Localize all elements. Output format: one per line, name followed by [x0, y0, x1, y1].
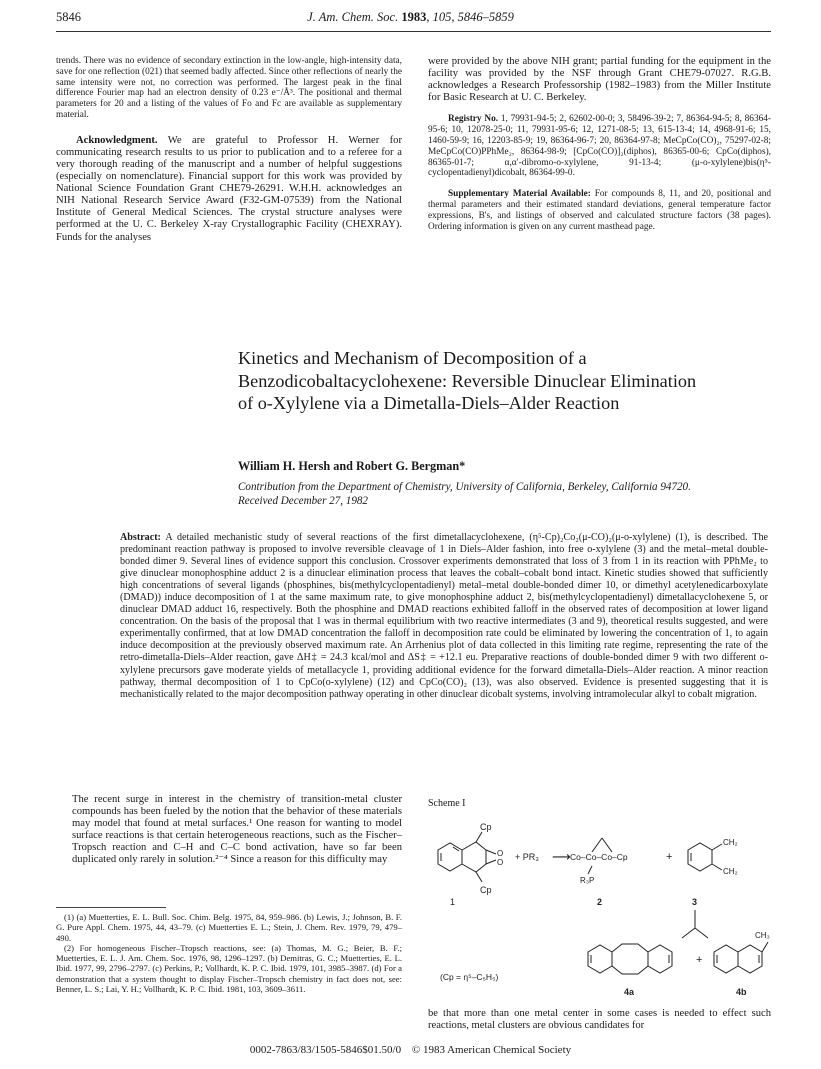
- compound-label-1: 1: [450, 897, 456, 907]
- abstract: [120, 532, 768, 701]
- journal-citation: [0, 10, 821, 25]
- abstract-body: A detailed mechanistic study of several reactions of the first dimetallacyclohexene, (η⁵-Cp)₂Co₂(μ-CO)₂(μ-o-xylylene) (1), is described. The predominant reaction pathway is proposed to involve reversible cleavage of 1 in Diels–Alder fashion, into free o-xylylene (3) and the metal–metal double-bonded dimer 9. Several lines of evidence support this conclusion. Crossover experiments demonstrated that loss of 3 from 1 in its reaction with PPhMe₂ to give dinuclear monophosphine adduct 2 is a dinuclear elimination process that leaves the cobalt–cobalt bond intact. Kinetic studies showed that sufficiently high concentrations of several ligands (phosphines, bis(methylcyclopentadienyl) metal–metal double-bonded dimer 10, or dimethyl acetylenedicarboxylate (DMAD)) induce decomposition of 1 at the same maximum rate, to give monophosphine adduct 2, bis(methylcyclopentadienyl) dimetallacyclohexene 5, or dinuclear DMAD adduct 16, respectively. Both the phosphine and DMAD reactions exhibited falloff in the observed rates of decomposition at lower ligand concentration. On the basis of the proposal that 1 was in thermal equilibrium with two reactive intermediates (3 and 9), theoretical results suggested, and were experimentally confirmed, that at low DMAD concentration the falloff in decomposition rate could be eliminated by lowering the concentration of 1, to again induce decomposition at the previously observed maximum rate. An Arrhenius plot of data collected in this limiting rate regime, representing the rate of the retro-dimetalla-Diels–Alder reaction, gave ΔH‡ = 24.3 kcal/mol and ΔS‡ = +12.1 eu. Preparative reactions of double-bonded dimer 9 with two different o-xylylene precursors gave moderate yields of metallacycle 1, providing additional evidence for the forward dimetalla-Diels–Alder reaction. A minor reaction pathway, thermal decomposition of 1 to CpCo(o-xylylene) (12) and CpCo(CO)₂ (13), was also observed. Evidence is presented suggesting that it is mechanistically related to the major decomposition pathway operating in other dinuclear dicobalt systems, involving intramolecular alkyl to cobalt migration.: [120, 532, 768, 700]
- copyright-notice: © 1983 American Chemical Society: [411, 1044, 572, 1056]
- journal-volume-pages: , 105, 5846–5859: [426, 10, 514, 24]
- scheme-title: Scheme I: [428, 798, 466, 809]
- article-affiliation: Contribution from the Department of Chemistry, University of California, Berkeley, California 94720. Received December 27, 1982: [238, 481, 691, 507]
- right-top-column: [428, 56, 771, 232]
- abstract-heading: Abstract:: [120, 532, 161, 543]
- compound-4b-ch3: CH₃: [755, 931, 770, 940]
- registry-body: 1, 79931-94-5; 2, 62602-00-0; 3, 58496-39-2; 7, 86364-94-5; 8, 86364-95-6; 10, 12078-25-0; 11, 79931-95-6; 12, 1271-08-5; 13, 615-13-4; 14, 4968-91-6; 15, 1460-59-9; 16, 12203-85-9; 19, 86364-96-7; 20, 86364-97-8; MeCpCo(CO)₂, 75297-02-8; MeCpCo(CO)PPhMe₂, 86364-98-9; [CpCo(CO)]₂(diphos), 86365-00-6; CpCo(diphos), 86365-01-7; α,α′-dibromo-o-xylylene, 91-13-4; (μ-o-xylylene)bis(η⁵-cyclopentadienyl)dicobalt, 86364-99-0.: [428, 114, 771, 179]
- article-authors: William H. Hersh and Robert G. Bergman*: [238, 459, 466, 473]
- registry-heading: Registry No.: [448, 114, 499, 125]
- article-code: 0002-7863/83/1505-5846$01.50/0: [249, 1044, 402, 1056]
- reaction-arrow: ⟶: [552, 849, 571, 864]
- acknowledgment-paragraph: [56, 135, 402, 244]
- introduction-text: The recent surge in interest in the chemistry of transition-metal cluster compounds has been fueled by the notion that the behavior of these materials may model that found at metal surfaces.¹ One reason for wanting to model surface reactions is that certain heterogeneous reactions, such as the Fischer–Tropsch reaction and C–H and C–C bond activation, have so far been duplicated only rarely in solution.²⁻⁴ Since a reason for this difficulty may: [72, 794, 402, 866]
- footnote-1: (1) (a) Muetterties, E. L. Bull. Soc. Chim. Belg. 1975, 84, 959–986. (b) Lewis, J.; Johnson, B. F. G. Pure Appl. Chem. 1975, 44, 43–79. (c) Muetterties E. L.; Stein, J. Chem. Rev. 1979, 79, 479–490.: [56, 912, 402, 943]
- compound-2-formula: Co–Co–Co–Cp: [570, 852, 628, 862]
- cp-definition: (Cp = η⁵–C₅H₅): [440, 972, 499, 982]
- article-title: Kinetics and Mechanism of Decomposition of a Benzodicobaltacyclohexene: Reversible Dinuclear Elimination of o-Xylylene via a Dimetalla-Diels–Alder Reaction: [238, 348, 697, 413]
- funding-paragraph: were provided by the above NIH grant; partial funding for the equipment in the facility was provided by the NSF through Grant CHE79-07027. R.G.B. acknowledges a Research Professorship (1982–1983) from the Miller Institute for Basic Research at U. C. Berkeley.: [428, 56, 771, 104]
- acknowledgment-heading: Acknowledgment.: [76, 134, 158, 146]
- header-rule: [56, 31, 771, 32]
- compound-1-benzene: [438, 843, 462, 871]
- registry-paragraph: [428, 114, 771, 179]
- compound-3-ring: [688, 843, 712, 871]
- compound-4a-structure: [588, 944, 672, 974]
- compound-1-cp-bottom: Cp: [480, 885, 492, 895]
- compound-1-cp-top: Cp: [480, 822, 492, 832]
- left-top-column: [56, 56, 402, 244]
- footnote-2: (2) For homogeneous Fischer–Tropsch reactions, see: (a) Thomas, M. G.; Beier, B. F.; Muetterties, E. L. J. Am. Chem. Soc. 1976, 98, 1296–1297. (b) Demitras, G. C.; Muetterties, E. L. Ibid. 1977, 99, 2796–2797. (c) Perkins, P.; Vollhardt, K. P. C. Ibid. 1979, 101, 3985–3987. (d) For a demonstration that a system thought to display Fischer–Tropsch chemistry in fact does not, see: Benner, L. S.; Lai, Y. H.; Vollhardt, K. P. C. Ibid. 1981, 103, 3609–3611.: [56, 942, 402, 995]
- compound-3-ch2-bottom: CH₂: [723, 867, 738, 876]
- page-footer: [0, 1044, 821, 1056]
- compound-1-oxo-bottom: O: [497, 858, 504, 867]
- page-number: 5846: [56, 10, 81, 24]
- compound-3-ch2-top: CH₂: [723, 838, 738, 847]
- supplementary-body: For compounds 8, 11, and 20, positional and thermal parameters and their estimated standard deviations, general temperature factor expressions, B's, and listings of observed and calculated structure factors (38 pages). Ordering information is given on any current masthead page.: [428, 189, 771, 232]
- compound-label-4b: 4b: [736, 987, 747, 997]
- compound-1-oxo-top: O: [497, 849, 504, 858]
- footnotes: [56, 912, 402, 994]
- decomposition-arrows: [682, 910, 708, 938]
- compound-2-phosphine: R₃P: [580, 876, 595, 885]
- compound-label-4a: 4a: [624, 987, 635, 997]
- crystallography-paragraph: trends. There was no evidence of secondary extinction in the low-angle, high-intensity data, save for one reflection (021) that seemed badly affected. Since other reflections of nearly the same intensity were not, no correction was performed. The largest peak in the final difference Fourier map had an electron density of 0.23 e⁻/Å³. The positional and thermal parameters for 20 and a listing of the values of Fo and Fc are available as supplementary material.: [56, 56, 402, 120]
- plus-sign-2: +: [696, 954, 703, 966]
- footnote-rule: [56, 907, 166, 908]
- journal-name: J. Am. Chem. Soc.: [307, 10, 399, 24]
- compound-4b-structure: [714, 942, 768, 973]
- supplementary-heading: Supplementary Material Available:: [448, 189, 591, 200]
- supplementary-paragraph: [428, 189, 771, 232]
- acknowledgment-body: We are grateful to Professor H. Werner for communicating research results to us prior to publication and to a referee for a very thorough reading of the manuscript and a number of helpful suggestions (especially on nomenclature). Financial support for this work was provided by National Science Foundation Grant CHE79-26291. W.H.H. acknowledges an NIH National Research Service Award (F32-GM-07539) from the National Institute of General Medical Sciences. The crystal structure analyses were performed at the U. C. Berkeley X-ray Crystallographic Facility (CHEXRAY). Funds for the analyses: [56, 134, 402, 243]
- compound-1-metallacycle: [462, 842, 486, 872]
- plus-sign-1: +: [666, 851, 673, 863]
- journal-year: 1983: [401, 10, 427, 24]
- scheme-diagram: [420, 810, 780, 1005]
- reagent-label: + PR₃: [515, 852, 539, 862]
- compound-label-2: 2: [597, 897, 603, 907]
- right-column-continuation: be that more than one metal center in some cases is needed to effect such reactions, metal clusters are obvious candidates for: [428, 1008, 771, 1032]
- compound-label-3: 3: [692, 897, 698, 907]
